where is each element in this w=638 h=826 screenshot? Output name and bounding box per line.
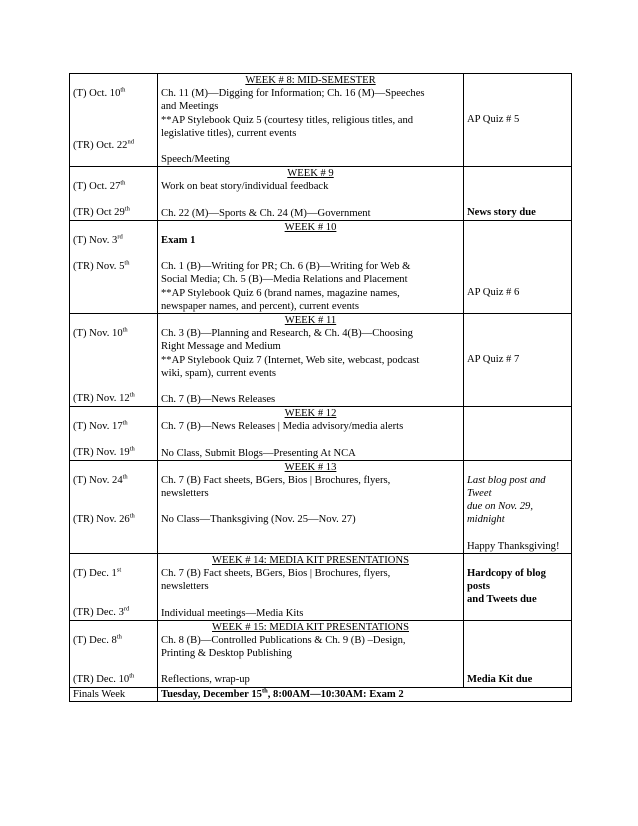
topic-line: Printing & Desktop Publishing [161,648,292,660]
due-cell [464,74,572,167]
table-row [70,460,572,553]
due-label: Media Kit due [467,673,533,685]
topic-line: legislative titles), current events [161,127,297,139]
week-heading: WEEK # 15: MEDIA KIT PRESENTATIONS [212,621,409,633]
topic-line: and Meetings [161,101,219,113]
topic-line: No Class—Thanksgiving (Nov. 25—Nov. 27) [161,514,356,526]
topic-line: Ch. 11 (M)—Digging for Information; Ch. 16 (M)—Speeches [161,88,425,100]
date-label: (TR) Oct. 22nd [73,138,134,152]
topic-cell [158,314,464,407]
topic-line: Ch. 3 (B)—Planning and Research, & Ch. 4(B)—Choosing [161,328,413,340]
date-label: (TR) Nov. 19th [73,445,135,459]
date-label: (TR) Oct 29th [73,205,130,219]
topic-line: Individual meetings—Media Kits [161,607,304,619]
topic-cell [158,460,464,553]
table-row [70,167,572,221]
date-label: (TR) Nov. 26th [73,512,135,526]
topic-line: Ch. 7 (B)—News Releases | Media advisory/media alerts [161,421,404,433]
topic-line: Social Media; Ch. 5 (B)—Media Relations and Placement [161,274,408,286]
table-row [70,620,572,687]
topic-line: Speech/Meeting [161,154,230,166]
topic-cell [158,167,464,221]
topic-line: newsletters [161,581,209,593]
topic-line: Ch. 22 (M)—Sports & Ch. 24 (M)—Government [161,207,371,219]
topic-line: newsletters [161,488,209,500]
topic-cell [158,74,464,167]
due-label: News story due [467,207,536,219]
week-heading: WEEK # 12 [284,408,337,420]
table-row-finals [70,687,572,701]
date-cell [70,407,158,461]
table-row [70,553,572,620]
due-label: due on Nov. 29, midnight [467,501,534,526]
topic-cell [158,553,464,620]
due-label: Last blog post and Tweet [467,474,546,500]
week-heading: WEEK # 10 [284,221,337,233]
date-cell [70,167,158,221]
topic-line: Work on beat story/individual feedback [161,181,329,193]
date-label: (T) Dec. 1st [73,566,122,579]
topic-line: No Class, Submit Blogs—Presenting At NCA [161,447,356,459]
due-cell [464,167,572,221]
topic-line: Ch. 1 (B)—Writing for PR; Ch. 6 (B)—Writing for Web & [161,261,411,273]
topic-line: newspaper names, and percent), current events [161,300,359,312]
due-cell [464,553,572,620]
due-label: AP Quiz # 5 [467,114,520,125]
topic-cell [158,220,464,313]
date-cell [70,220,158,313]
date-label: (TR) Nov. 5th [73,259,130,273]
week-heading: WEEK # 13 [284,461,337,473]
date-cell [70,74,158,167]
week-heading: WEEK # 9 [287,168,334,180]
date-cell [70,314,158,407]
due-label: and Tweets due [467,594,537,606]
date-label: (TR) Dec. 3rd [73,605,130,619]
date-label: (T) Nov. 17th [73,419,128,433]
due-label: AP Quiz # 7 [467,354,520,366]
due-cell [464,620,572,687]
date-label: (T) Nov. 3rd [73,233,123,246]
topic-line: wiki, spam), current events [161,367,277,379]
schedule-table [69,73,572,702]
topic-cell [158,620,464,687]
table-row [70,220,572,313]
date-label: (TR) Nov. 12th [73,391,135,405]
due-cell [464,314,572,407]
date-cell [70,620,158,687]
due-cell [464,220,572,313]
topic-line: **AP Stylebook Quiz 6 (brand names, magazine names, [161,287,400,299]
topic-line: Ch. 7 (B)—News Releases [161,394,276,406]
due-label: Hardcopy of blog posts [467,567,546,593]
date-label: (T) Oct. 27th [73,179,126,193]
topic-line: **AP Stylebook Quiz 5 (courtesy titles, religious titles, and [161,114,414,126]
finals-exam: Tuesday, December 15th, 8:00AM—10:30AM: Exam 2 [158,687,572,701]
topic-line: Ch. 7 (B) Fact sheets, BGers, Bios | Brochures, flyers, [161,475,391,487]
due-cell [464,460,572,553]
topic-line: Reflections, wrap-up [161,674,250,686]
date-cell [70,553,158,620]
due-label: AP Quiz # 6 [467,286,520,298]
table-row [70,407,572,461]
date-label: (T) Nov. 24th [73,473,128,486]
date-label: (TR) Dec. 10th [73,672,135,685]
topic-line: Ch. 7 (B) Fact sheets, BGers, Bios | Brochures, flyers, [161,568,391,580]
date-label: (T) Oct. 10th [73,86,126,99]
exam-label: Exam 1 [161,235,196,247]
topic-line: Ch. 8 (B)—Controlled Publications & Ch. 9 (B) –Design, [161,634,406,646]
due-cell [464,407,572,461]
table-row [70,74,572,167]
date-cell [70,460,158,553]
topic-cell [158,407,464,461]
week-heading: WEEK # 14: MEDIA KIT PRESENTATIONS [212,554,409,566]
week-heading: WEEK # 8: MID-SEMESTER [245,75,376,86]
date-label: (T) Nov. 10th [73,326,128,340]
table-row [70,314,572,407]
finals-label: Finals Week [70,687,158,701]
topic-line: **AP Stylebook Quiz 7 (Internet, Web site, webcast, podcast [161,354,420,366]
topic-line: Right Message and Medium [161,341,281,353]
due-label: Happy Thanksgiving! [467,540,560,552]
week-heading: WEEK # 11 [284,315,337,327]
date-label: (T) Dec. 8th [73,633,122,646]
